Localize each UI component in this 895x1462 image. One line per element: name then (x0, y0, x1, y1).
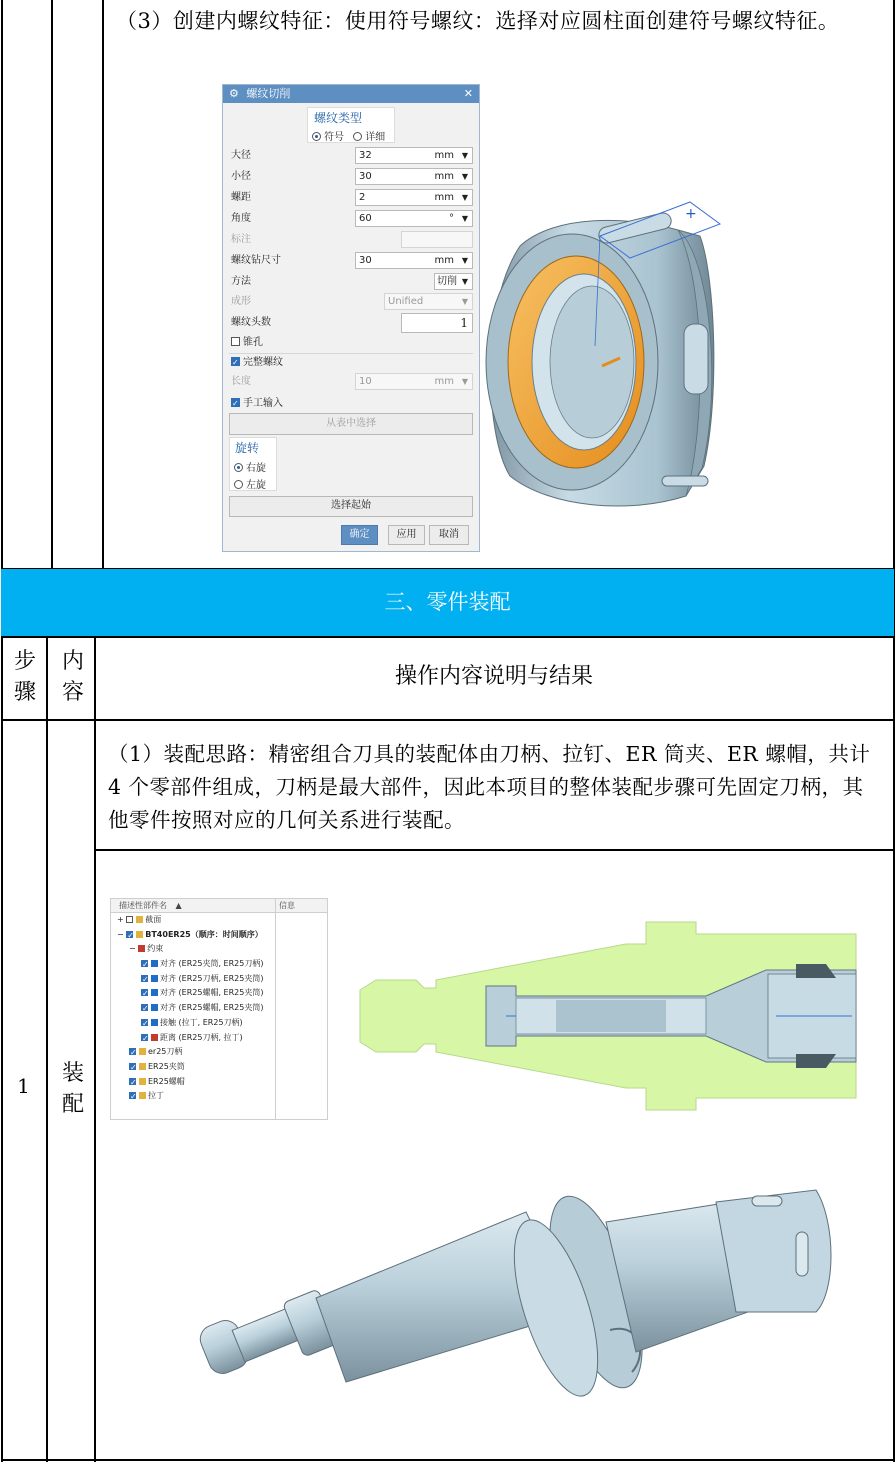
starts-label: 螺纹头数 (231, 317, 271, 328)
checkbox-checked-icon[interactable] (129, 1092, 136, 1099)
table-row-divider (1, 719, 894, 721)
navigator-rows (111, 913, 327, 1104)
checkbox-icon (231, 337, 240, 346)
part-icon (139, 1048, 146, 1055)
header-step (10, 646, 40, 708)
cancel-button[interactable]: 取消 (429, 525, 469, 545)
align-icon (151, 989, 158, 996)
checkbox-checked-icon[interactable] (141, 975, 148, 982)
pitch-input[interactable] (355, 189, 473, 206)
align-icon (151, 975, 158, 982)
header-step-text: 步骤 (13, 649, 36, 705)
major-diameter-input[interactable] (355, 147, 473, 164)
tree-row[interactable] (111, 986, 327, 1001)
dialog-title: 螺纹切削 (246, 87, 291, 100)
tree-row-label: 接触 (拉丁, ER25刀柄) (160, 1017, 243, 1027)
tree-row[interactable] (111, 1031, 327, 1046)
length-label: 长度 (231, 376, 251, 387)
checkbox-checked-icon[interactable] (141, 989, 148, 996)
expand-icon[interactable]: + (117, 915, 127, 924)
checkbox-checked-icon[interactable] (126, 931, 133, 938)
svg-text:+: + (685, 206, 697, 222)
step3-heading: （3）创建内螺纹特征：使用符号螺纹：选择对应圆柱面创建符号螺纹特征。 (116, 9, 840, 33)
align-icon (151, 960, 158, 967)
tree-row-label: 约束 (147, 944, 164, 954)
tool-holder-3d-model (196, 1182, 836, 1450)
tree-row[interactable] (111, 1001, 327, 1016)
table-row-divider (94, 849, 894, 851)
table-border-left (1, 0, 3, 1462)
full-thread-label: 完整螺纹 (243, 357, 283, 368)
method-value: 切削 (437, 276, 457, 287)
tree-row[interactable] (111, 1060, 327, 1075)
navigator-header (111, 899, 327, 913)
form-select (384, 293, 473, 310)
table-row-divider (1, 636, 894, 638)
table-col-divider (102, 0, 104, 569)
checkbox-checked-icon[interactable] (129, 1048, 136, 1055)
align-icon (151, 1004, 158, 1011)
part-icon (139, 1078, 146, 1085)
part-icon (139, 1092, 146, 1099)
assembly-description: （1）装配思路：精密组合刀具的装配体由刀柄、拉钉、ER 筒夹、ER 螺帽，共计 4 个零部件组成，刀柄是最大部件，因此本项目的整体装配步骤可先固定刀柄，其他零件按照对应的几何关系进行装配。 (108, 742, 871, 832)
form-label: 成形 (231, 296, 251, 307)
major-diameter-label: 大径 (231, 150, 251, 161)
chevron-down-icon[interactable]: ▼ (461, 214, 468, 223)
manual-input-label: 手工输入 (243, 398, 283, 409)
close-icon[interactable]: ✕ (463, 87, 473, 100)
chevron-down-icon: ▼ (461, 377, 468, 386)
checkbox-checked-icon[interactable] (141, 960, 148, 967)
angle-input[interactable] (355, 210, 473, 227)
table-col-divider (94, 636, 96, 1462)
er-nut-3d-model (480, 196, 730, 512)
type-symbol-radio[interactable] (312, 132, 344, 143)
minor-diameter-value: 30 (359, 171, 372, 182)
col-info-header[interactable]: 信息 (275, 899, 295, 913)
angle-unit: ° (449, 213, 454, 224)
tap-drill-unit: mm (434, 255, 454, 266)
length-value: 10 (359, 376, 372, 387)
tree-row-label: er25刀柄 (148, 1047, 183, 1057)
distance-icon (151, 1034, 158, 1041)
sort-up-icon[interactable]: ▲ (175, 901, 182, 910)
tree-row-label: ER25螺帽 (148, 1076, 185, 1086)
tree-row-label: 对齐 (ER25刀柄, ER25夹筒) (160, 973, 264, 983)
tree-row-label: 对齐 (ER25夹筒, ER25刀柄) (160, 959, 264, 969)
minor-diameter-unit: mm (434, 171, 454, 182)
checkbox-checked-icon (231, 357, 240, 366)
chevron-down-icon[interactable]: ▼ (461, 151, 468, 160)
header-content-text: 内容 (61, 649, 84, 705)
thread-type-group (307, 107, 395, 143)
folder-icon (136, 916, 143, 923)
angle-label: 角度 (231, 213, 251, 224)
chevron-down-icon[interactable]: ▼ (461, 256, 468, 265)
thread-type-title: 螺纹类型 (314, 111, 363, 125)
angle-value: 60 (359, 213, 372, 224)
major-diameter-value: 32 (359, 150, 372, 161)
chevron-down-icon: ▼ (461, 297, 468, 306)
chevron-down-icon[interactable]: ▼ (461, 193, 468, 202)
tree-row[interactable] (111, 1089, 327, 1104)
ok-button[interactable]: 确定 (341, 525, 378, 545)
thread-dialog (222, 84, 480, 552)
table-col-divider (51, 0, 53, 569)
rotation-right-radio[interactable] (234, 459, 266, 474)
checkbox-checked-icon[interactable] (141, 1004, 148, 1011)
collapse-icon[interactable]: − (129, 944, 139, 954)
tree-row-label: BT40ER25（顺序：时间顺序） (145, 929, 263, 939)
tree-row-label: 距离 (ER25刀柄, 拉丁) (160, 1032, 243, 1042)
constraints-icon (138, 945, 145, 952)
minor-diameter-input[interactable] (355, 168, 473, 185)
pitch-unit: mm (434, 192, 454, 203)
tap-drill-value: 30 (359, 255, 372, 266)
header-content (56, 646, 90, 708)
checkbox-checked-icon[interactable] (129, 1078, 136, 1085)
major-diameter-unit: mm (434, 150, 454, 161)
pitch-value: 2 (359, 192, 366, 203)
starts-input[interactable]: 1 (401, 313, 473, 333)
select-start-button[interactable]: 选择起始 (229, 496, 473, 517)
type-symbol-label: 符号 (324, 132, 344, 143)
manual-input-checkbox[interactable] (231, 396, 283, 412)
chevron-down-icon[interactable]: ▼ (461, 277, 468, 286)
tree-row[interactable] (111, 957, 327, 972)
method-select[interactable] (434, 273, 473, 290)
full-thread-checkbox[interactable] (231, 355, 283, 371)
rotation-right-label: 右旋 (246, 463, 266, 474)
tree-row[interactable] (111, 928, 327, 943)
holder-cross-section-model (356, 918, 860, 1114)
table-border-right (893, 0, 895, 1462)
tree-row-label: 截面 (145, 915, 162, 924)
tree-row-label: ER25夹筒 (148, 1061, 185, 1071)
rotation-title: 旋转 (235, 441, 260, 455)
table-col-divider (46, 636, 48, 1462)
assembly-navigator (110, 898, 328, 1120)
taper-label: 锥孔 (243, 337, 263, 348)
callout-input (401, 231, 473, 248)
divider (229, 353, 473, 354)
minor-diameter-label: 小径 (231, 171, 251, 182)
taper-checkbox[interactable] (231, 335, 263, 351)
method-label: 方法 (231, 276, 251, 287)
section-title-band: 三、零件装配 (1, 569, 894, 636)
table-border-bottom (1, 1459, 894, 1461)
tree-row[interactable] (111, 972, 327, 987)
tap-drill-input[interactable] (355, 252, 473, 269)
apply-button[interactable]: 应用 (388, 525, 425, 545)
choose-from-table-button: 从表中选择 (229, 413, 473, 435)
touch-icon (151, 1019, 158, 1026)
header-description: 操作内容说明与结果 (394, 664, 593, 689)
tree-row[interactable] (111, 1045, 327, 1060)
checkbox-icon[interactable] (126, 916, 133, 923)
length-input (355, 373, 473, 390)
checkbox-checked-icon[interactable] (141, 1019, 148, 1026)
assembly-icon (136, 931, 143, 938)
gear-icon[interactable]: ⚙ (229, 87, 239, 100)
step-number: 1 (17, 1074, 30, 1098)
tree-row-label: 拉丁 (148, 1091, 164, 1101)
tree-row[interactable] (111, 913, 327, 928)
col-name-header[interactable]: 描述性部件名 (119, 901, 167, 910)
checkbox-checked-icon[interactable] (129, 1063, 136, 1070)
checkbox-checked-icon (231, 398, 240, 407)
length-unit: mm (434, 376, 454, 387)
pitch-label: 螺距 (231, 192, 251, 203)
rotation-left-label: 左旋 (246, 480, 266, 491)
chevron-down-icon[interactable]: ▼ (461, 172, 468, 181)
type-detailed-radio[interactable] (353, 132, 385, 143)
checkbox-checked-icon[interactable] (141, 1034, 148, 1041)
callout-label: 标注 (231, 234, 251, 245)
tap-drill-label: 螺纹钻尺寸 (231, 255, 281, 266)
tree-row-label: 对齐 (ER25螺帽, ER25夹筒) (160, 1003, 264, 1013)
part-icon (139, 1063, 146, 1070)
form-value: Unified (388, 296, 424, 307)
tree-row[interactable] (111, 942, 327, 957)
step-content-label: 装配 (61, 1061, 84, 1117)
rotation-group (229, 437, 277, 491)
tree-row-label: 对齐 (ER25螺帽, ER25夹筒) (160, 988, 264, 998)
rotation-left-radio[interactable] (234, 476, 266, 491)
tree-row[interactable] (111, 1075, 327, 1090)
dialog-title-bar (223, 85, 479, 103)
tree-row[interactable] (111, 1016, 327, 1031)
collapse-icon[interactable]: − (117, 929, 127, 939)
type-detailed-label: 详细 (365, 132, 386, 143)
